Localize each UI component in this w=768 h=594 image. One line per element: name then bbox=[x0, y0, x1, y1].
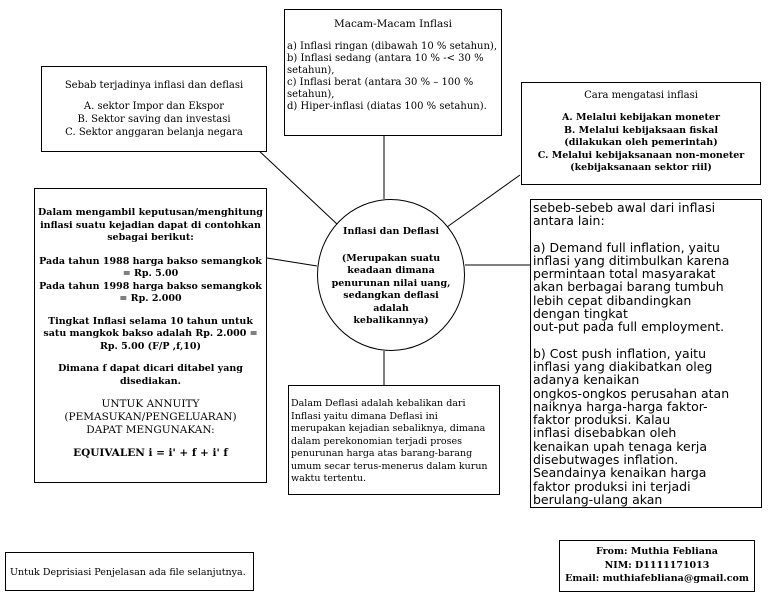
kanan-line: a) Demand full inflation, yaitu bbox=[533, 239, 720, 255]
connector-top-right bbox=[447, 175, 520, 227]
macam-line: a) Inflasi ringan (dibawah 10 % setahun), bbox=[287, 41, 497, 52]
kanan-line: akan berbagai barang tumbuh bbox=[533, 279, 724, 295]
kanan-line: antara lain: bbox=[533, 213, 605, 229]
kiri-p2-line: Pada tahun 1988 harga bakso semangkok bbox=[39, 255, 262, 267]
kanan-line: permintaan total masyarakat bbox=[533, 266, 716, 282]
kanan-line: berulang-ulang akan bbox=[533, 491, 663, 507]
cara-line: B. Melalui kebijaksaan fiskal bbox=[564, 124, 718, 136]
macam-line: setahun), bbox=[287, 65, 335, 76]
deflasi-line: umum secar terus-menerus dalam kurun bbox=[291, 460, 488, 472]
kanan-line: inflasi disebabkan oleh bbox=[533, 425, 677, 441]
kiri-p1-line: Dalam mengambil keputusan/menghitung bbox=[38, 207, 263, 218]
from-nim: NIM: D1111171013 bbox=[604, 559, 710, 571]
kiri-p5-line: Dimana f dapat dicari ditabel yang bbox=[58, 363, 243, 374]
connector-top-left bbox=[256, 148, 338, 225]
deflasi-text bbox=[291, 398, 497, 486]
kanan-line: lebih cepat dibandingkan bbox=[533, 292, 692, 308]
kiri-p4-line: satu mangkok bakso adalah Rp. 2.000 = bbox=[43, 328, 258, 339]
kiri-p2-line: = Rp. 5.00 bbox=[122, 268, 179, 279]
depresiasi-note: Untuk Deprisiasi Penjelasan ada file selanjutnya. bbox=[10, 567, 246, 578]
macam-inflasi-box bbox=[284, 9, 502, 136]
kanan-line bbox=[533, 228, 761, 241]
cara-title: Cara mengatasi inflasi bbox=[584, 90, 698, 101]
kanan-line: Seandainya kenaikan harga bbox=[533, 465, 707, 481]
macam-line: d) Hiper-inflasi (diatas 100 % setahun). bbox=[287, 101, 487, 112]
macam-line: c) Inflasi berat (antara 30 % – 100 % bbox=[287, 77, 474, 88]
cara-line: (dilakukan oleh pemerintah) bbox=[564, 137, 718, 148]
kanan-line: adanya kenaikan bbox=[533, 372, 640, 388]
kanan-line: dengan tingkat bbox=[533, 306, 628, 322]
center-title: Inflasi dan Deflasi bbox=[343, 226, 439, 237]
deflasi-line: Inflasi yaitu dimana Deflasi ini bbox=[291, 410, 438, 422]
cara-line: (kebijaksanaan sektor riil) bbox=[570, 162, 712, 173]
deflasi-line: waktu tertentu. bbox=[291, 473, 367, 484]
kiri-tingkat-inflasi bbox=[38, 316, 263, 354]
macam-title: Macam-Macam Inflasi bbox=[333, 18, 453, 30]
kiri-p6-line: UNTUK ANNUITY bbox=[101, 398, 200, 410]
cara-list bbox=[524, 112, 758, 175]
sebab-line: C. Sektor anggaran belanja negara bbox=[65, 127, 243, 138]
kanan-line: faktor produksi ini terjadi bbox=[533, 478, 691, 494]
cara-box bbox=[521, 82, 761, 185]
kanan-line: disebutwages inflation. bbox=[533, 452, 679, 468]
depresiasi-box bbox=[5, 552, 254, 591]
from-name: From: Muthia Febliana bbox=[596, 546, 718, 557]
center-desc-line: sedangkan deflasi adalah bbox=[343, 290, 439, 314]
kiri-p3-line: Pada tahun 1998 harga bakso semangkok bbox=[39, 280, 262, 292]
center-description bbox=[324, 253, 458, 328]
kanan-box bbox=[530, 199, 762, 508]
kanan-line bbox=[533, 334, 761, 347]
connector-left bbox=[267, 258, 317, 266]
center-desc-line: (Merupakan suatu bbox=[341, 252, 441, 264]
kanan-line: b) Cost push inflation, yaitu bbox=[533, 345, 706, 361]
center-desc-line: penurunan nilai uang, bbox=[331, 277, 451, 289]
deflasi-box bbox=[288, 385, 500, 495]
kanan-line: out-put pada full employment. bbox=[533, 319, 725, 335]
kanan-line: faktor produksi. Kalau bbox=[533, 412, 671, 428]
sebab-box bbox=[41, 66, 267, 152]
kiri-p6-line: (PEMASUKAN/PENGELUARAN) bbox=[64, 411, 237, 423]
cara-line: A. Melalui kebijakan moneter bbox=[562, 112, 720, 123]
kiri-p5-line: disediakan. bbox=[119, 375, 181, 387]
center-desc-line: kebalikannya) bbox=[353, 315, 429, 326]
kanan-line: naiknya harga-harga faktor- bbox=[533, 398, 708, 414]
kanan-line: ongkos-ongkos perusahan atan bbox=[533, 385, 730, 401]
deflasi-line: penurunan harga atas barang-barang bbox=[291, 448, 473, 459]
from-box bbox=[559, 540, 755, 592]
kiri-equivalen: EQUIVALEN i = i' + f + i' f bbox=[73, 447, 228, 459]
kiri-box bbox=[34, 188, 267, 483]
cara-line: C. Melalui kebijaksanaan non-moneter bbox=[537, 149, 745, 161]
sebab-title: Sebab terjadinya inflasi dan deflasi bbox=[64, 80, 244, 91]
kiri-dimana bbox=[38, 363, 263, 388]
from-email: Email: muthiafebliana@gmail.com bbox=[565, 573, 749, 584]
kiri-p4-line: Rp. 5.00 (F/P ,f,10) bbox=[100, 340, 201, 352]
kanan-line: sebeb-sebeb awal dari inflasi bbox=[533, 200, 716, 215]
kiri-intro bbox=[38, 207, 263, 245]
sebab-list bbox=[46, 100, 262, 139]
kanan-line: inflasi yang diakibatkan oleg bbox=[533, 358, 713, 374]
kiri-p3-line: = Rp. 2.000 bbox=[119, 293, 182, 304]
kanan-text bbox=[533, 201, 761, 506]
deflasi-line: merupakan kejadian sebaliknya, dimana bbox=[291, 423, 486, 434]
macam-line: setahun), bbox=[287, 89, 335, 100]
kiri-tahun-1988 bbox=[38, 256, 263, 281]
deflasi-line: dalam perekonomian terjadi proses bbox=[291, 435, 462, 447]
sebab-line: A. sektor Impor dan Ekspor bbox=[83, 101, 225, 112]
center-ellipse bbox=[317, 199, 465, 351]
kiri-annuity bbox=[38, 398, 263, 437]
center-desc-line: keadaan dimana bbox=[347, 265, 435, 276]
deflasi-line: Dalam Deflasi adalah kebalikan dari bbox=[291, 398, 466, 409]
kanan-line: kenaikan upah tenaga kerja bbox=[533, 438, 708, 454]
macam-list bbox=[287, 41, 499, 113]
sebab-line: B. Sektor saving dan investasi bbox=[77, 114, 231, 125]
kiri-p6-line: DAPAT MENGUNAKAN: bbox=[86, 424, 215, 436]
kiri-tahun-1998 bbox=[38, 281, 263, 306]
macam-line: b) Inflasi sedang (antara 10 % -< 30 % bbox=[287, 53, 484, 64]
kiri-p1-line: sebagai berikut: bbox=[107, 232, 194, 243]
kiri-p1-line: inflasi suatu kejadian dapat di contohkan bbox=[40, 219, 261, 231]
kanan-line: inflasi yang ditimbulkan karena bbox=[533, 252, 730, 268]
kiri-p4-line: Tingkat Inflasi selama 10 tahun untuk bbox=[48, 315, 253, 327]
